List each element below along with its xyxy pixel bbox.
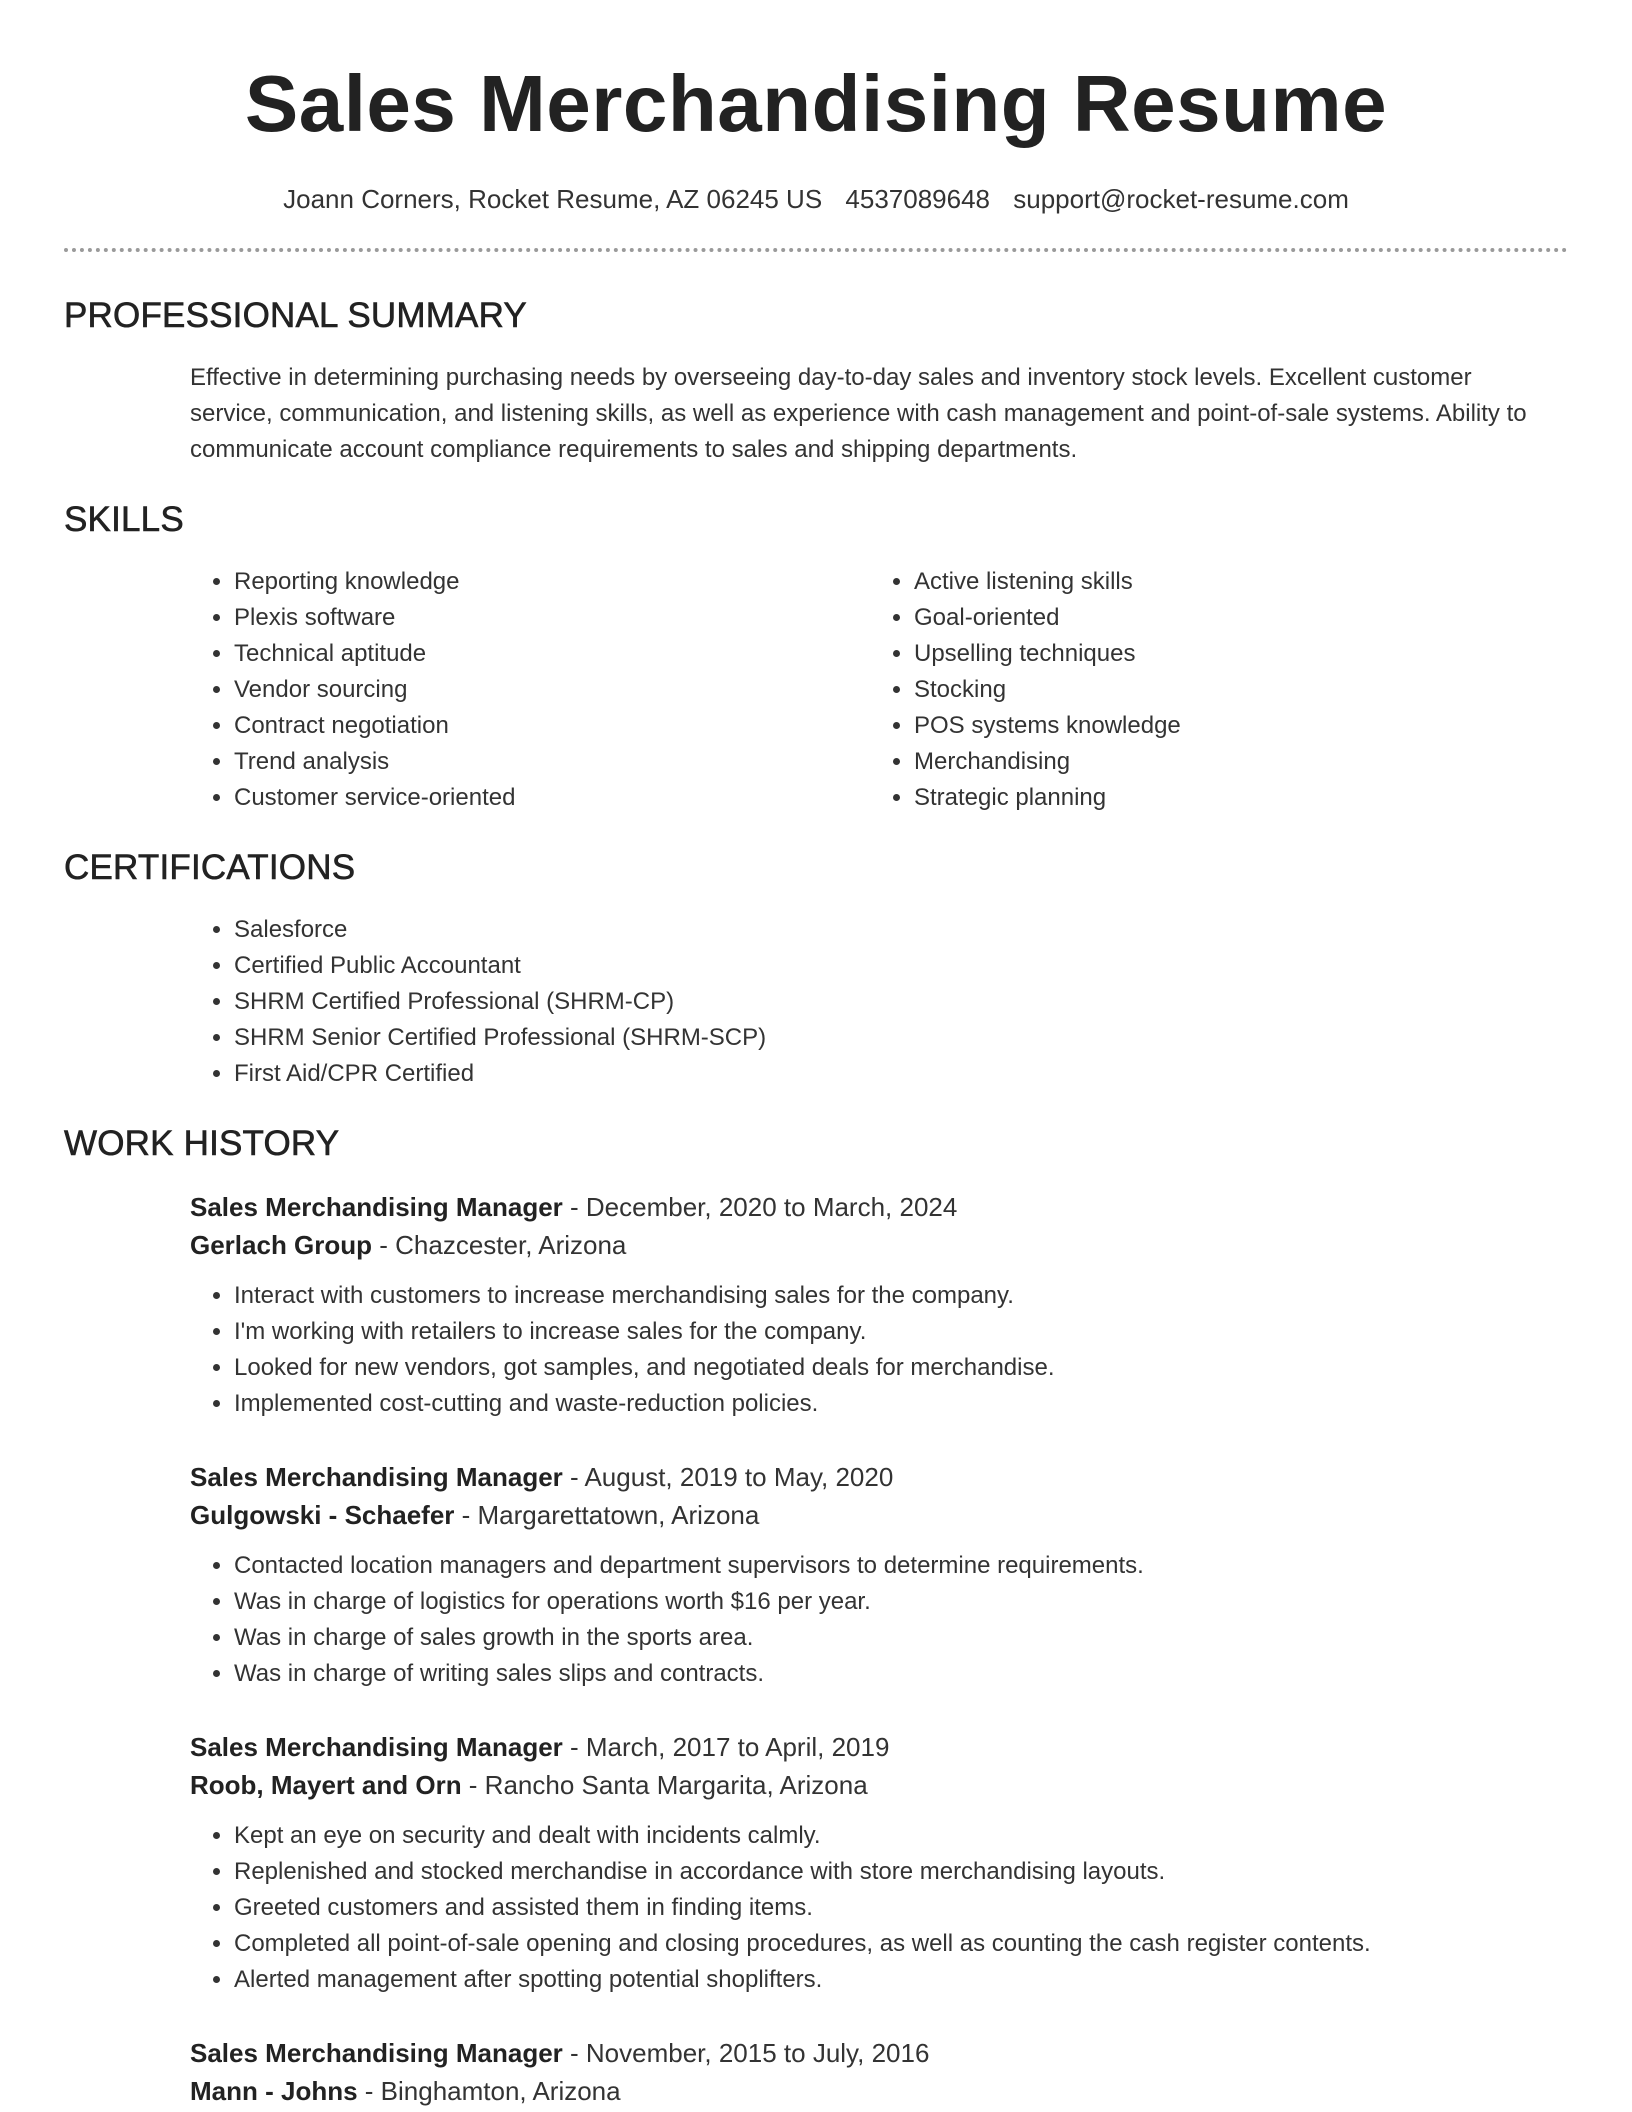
job-entry (190, 1188, 1568, 1422)
skill-item: • Technical aptitude (234, 636, 870, 672)
job-duty: • Alerted management after spotting potential shoplifters. (234, 1962, 1568, 1998)
certification-item: • SHRM Senior Certified Professional (SHRM-SCP) (234, 1020, 1568, 1056)
summary-section (64, 294, 1568, 468)
contact-email: support@rocket-resume.com (1013, 184, 1349, 214)
contact-phone: 4537089648 (845, 184, 991, 214)
job-dates: - November, 2015 to July, 2016 (562, 2038, 930, 2068)
certification-item: • Salesforce (234, 912, 1568, 948)
job-company: Roob, Mayert and Orn (190, 1770, 462, 1800)
job-dates: - August, 2019 to May, 2020 (562, 1462, 894, 1492)
job-company-line (190, 1496, 1568, 1534)
job-company: Mann - Johns (190, 2076, 358, 2106)
job-company-line (190, 1766, 1568, 1804)
certifications-block (190, 912, 1568, 1092)
job-duty: • Was in charge of logistics for operations worth $16 per year. (234, 1584, 1568, 1620)
skill-item: • Strategic planning (914, 780, 1550, 816)
contact-address: Joann Corners, Rocket Resume, AZ 06245 US (283, 184, 823, 214)
job-duty: • Greeted customers and assisted them in finding items. (234, 1890, 1568, 1926)
resume-title: Sales Merchandising Resume (244, 59, 1388, 148)
skills-heading: SKILLS (64, 500, 184, 539)
summary-heading: PROFESSIONAL SUMMARY (64, 296, 527, 335)
job-entry (190, 2034, 1568, 2110)
skills-columns (190, 564, 1568, 816)
certifications-list (190, 912, 1568, 1092)
skill-item: • Vendor sourcing (234, 672, 870, 708)
skill-item: • Goal-oriented (914, 600, 1550, 636)
skills-column-right (870, 564, 1550, 816)
skill-item: • Stocking (914, 672, 1550, 708)
job-duties-list (190, 1818, 1568, 1998)
certifications-heading: CERTIFICATIONS (64, 848, 356, 887)
job-duty: • Contacted location managers and department supervisors to determine requirements. (234, 1548, 1568, 1584)
job-duty: • Was in charge of writing sales slips and contracts. (234, 1656, 1568, 1692)
work-history-heading: WORK HISTORY (64, 1124, 340, 1163)
job-dates: - March, 2017 to April, 2019 (562, 1732, 890, 1762)
job-company: Gerlach Group (190, 1230, 373, 1260)
skill-item: • Upselling techniques (914, 636, 1550, 672)
job-location: - Binghamton, Arizona (357, 2076, 621, 2106)
job-title-line (190, 2034, 1568, 2072)
job-company: Gulgowski - Schaefer (190, 1500, 455, 1530)
job-location: - Margarettatown, Arizona (454, 1500, 760, 1530)
header-divider (64, 248, 1568, 252)
job-title-line (190, 1728, 1568, 1766)
skill-item: • Reporting knowledge (234, 564, 870, 600)
summary-text: Effective in determining purchasing needs by overseeing day-to-day sales and inventory stock levels. Excellent customer service, communication, and listening skills, as well as experience with cash management and point-of-sale systems. Ability to communicate account compliance requirements to sales and shipping departments. (190, 364, 1527, 463)
skill-item: • Trend analysis (234, 744, 870, 780)
contact-line (64, 182, 1568, 216)
certification-item: • SHRM Certified Professional (SHRM-CP) (234, 984, 1568, 1020)
job-duty: • Completed all point-of-sale opening and closing procedures, as well as counting the cash register contents. (234, 1926, 1568, 1962)
job-title: Sales Merchandising Manager (190, 1462, 563, 1492)
skill-item: • Customer service-oriented (234, 780, 870, 816)
certification-item: • First Aid/CPR Certified (234, 1056, 1568, 1092)
skill-item: • Merchandising (914, 744, 1550, 780)
job-duties-list (190, 1278, 1568, 1422)
skill-item: • Active listening skills (914, 564, 1550, 600)
job-duty: • Kept an eye on security and dealt with incidents calmly. (234, 1818, 1568, 1854)
skill-item: • POS systems knowledge (914, 708, 1550, 744)
certification-item: • Certified Public Accountant (234, 948, 1568, 984)
skills-column-left (190, 564, 870, 816)
job-title-line (190, 1188, 1568, 1226)
job-duty: • Interact with customers to increase merchandising sales for the company. (234, 1278, 1568, 1314)
skill-item: • Plexis software (234, 600, 870, 636)
job-duties-list (190, 1548, 1568, 1692)
certifications-section (64, 846, 1568, 1092)
job-duty: • I'm working with retailers to increase sales for the company. (234, 1314, 1568, 1350)
job-title-line (190, 1458, 1568, 1496)
job-title: Sales Merchandising Manager (190, 1192, 563, 1222)
job-title: Sales Merchandising Manager (190, 1732, 563, 1762)
work-history-section (64, 1122, 1568, 2110)
skill-item: • Contract negotiation (234, 708, 870, 744)
skills-section (64, 498, 1568, 816)
skills-list-left (190, 564, 870, 816)
job-duty: • Was in charge of sales growth in the sports area. (234, 1620, 1568, 1656)
job-company-line (190, 2072, 1568, 2110)
job-company-line (190, 1226, 1568, 1264)
job-entry (190, 1728, 1568, 1998)
job-duty: • Replenished and stocked merchandise in accordance with store merchandising layouts. (234, 1854, 1568, 1890)
job-dates: - December, 2020 to March, 2024 (562, 1192, 958, 1222)
job-entry (190, 1458, 1568, 1692)
job-title: Sales Merchandising Manager (190, 2038, 563, 2068)
job-duty: • Implemented cost-cutting and waste-reduction policies. (234, 1386, 1568, 1422)
job-duty: • Looked for new vendors, got samples, and negotiated deals for merchandise. (234, 1350, 1568, 1386)
skills-list-right (870, 564, 1550, 816)
job-location: - Rancho Santa Margarita, Arizona (461, 1770, 868, 1800)
job-location: - Chazcester, Arizona (372, 1230, 627, 1260)
